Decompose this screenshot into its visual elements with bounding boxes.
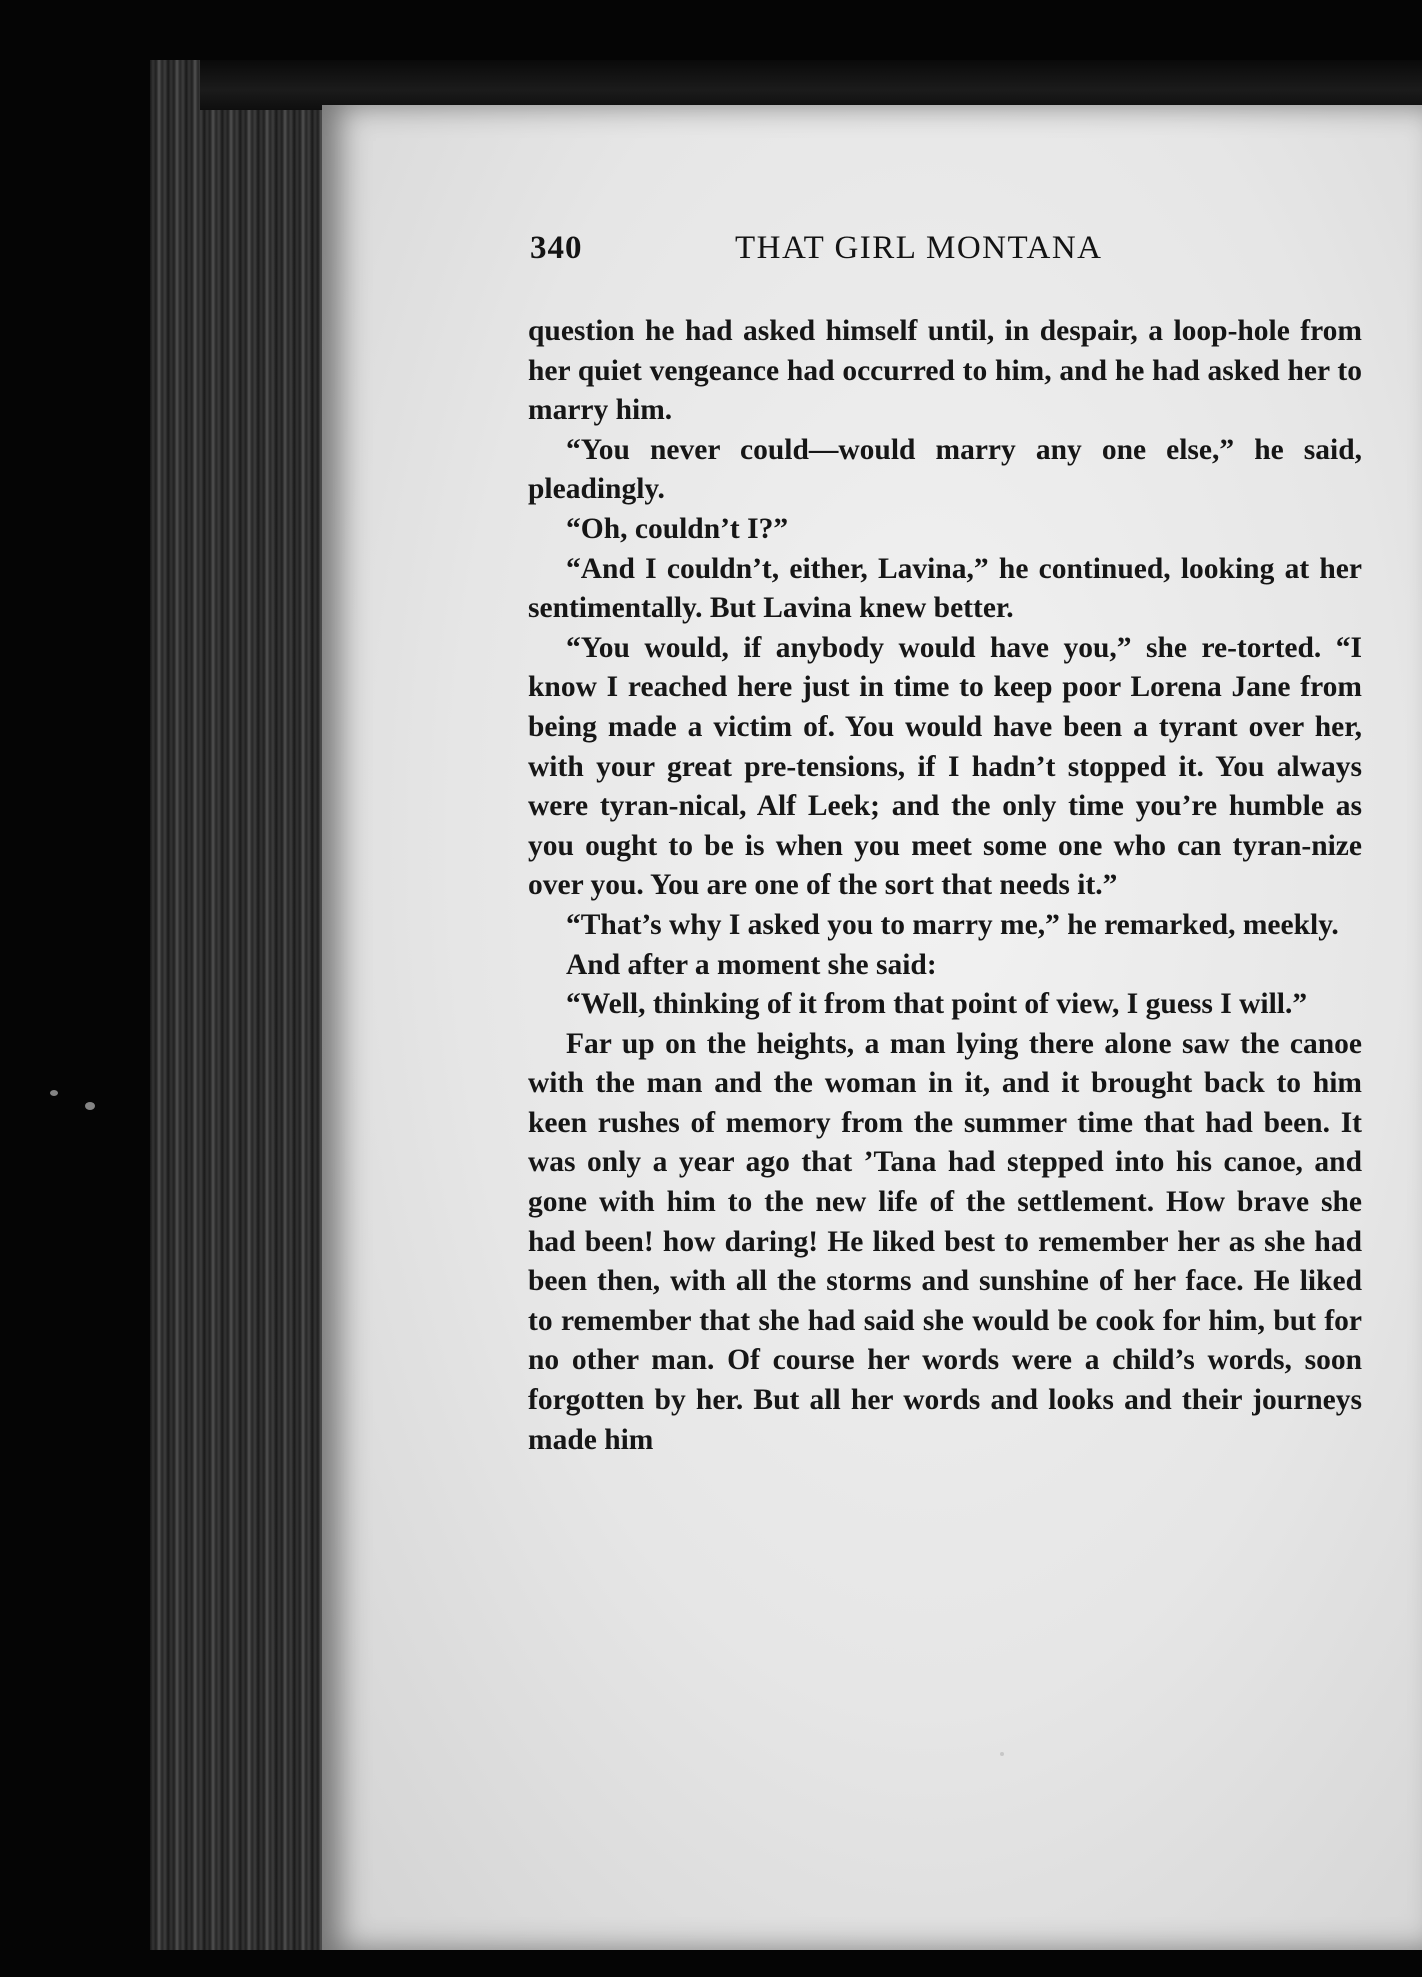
page-number: 340 — [530, 230, 583, 266]
paragraph: “You would, if anybody would have you,” she re-torted. “I know I reached here just in time to keep poor Lorena Jane from being made a victim of. You would have been a tyrant over her, with your great pre-tensions, if I hadn’t stopped it. You always were tyran-nical, Alf Leek; and the only time you’re humble as you ought to be is when you meet some one who can tyran-nize over you. You are one of the sort that needs it.” — [528, 631, 1362, 902]
paragraph: “And I couldn’t, either, Lavina,” he continued, looking at her sentimentally. But Lavina knew better. — [528, 552, 1362, 625]
paragraph: “You never could—would marry any one else,” he said, pleadingly. — [528, 433, 1362, 506]
paragraph: “Well, thinking of it from that point of view, I guess I will.” — [566, 988, 1308, 1021]
dust-speck — [85, 1102, 95, 1110]
top-shadow-band — [200, 60, 1422, 110]
paragraph: And after a moment she said: — [566, 948, 937, 981]
paragraph: Far up on the heights, a man lying there alone saw the canoe with the man and the woman in it, and it brought back to him keen rushes of memory from the summer time that had been. It was only a year ago that ’Tana had stepped into his canoe, and gone with him to the new life of the settlement. How brave she had been! how daring! He liked best to remember her as she had been then, with all the storms and sunshine of her face. He liked to remember that she had said she would be cook for him, but for no other man. Of course her words were a child’s words, soon forgotten by her. But all her words and looks and their journeys made him — [528, 1027, 1362, 1456]
paragraph: “That’s why I asked you to marry me,” he remarked, meekly. — [566, 908, 1339, 941]
running-head: THAT GIRL MONTANA — [735, 230, 1103, 266]
body-text — [528, 312, 1362, 1460]
dust-speck — [50, 1090, 58, 1096]
book-page-edges — [150, 60, 330, 1950]
paragraph: “Oh, couldn’t I?” — [566, 512, 789, 545]
page-header — [530, 230, 1360, 290]
dust-speck — [1000, 1752, 1004, 1756]
paragraph: question he had asked himself until, in despair, a loop-hole from her quiet vengeance had occurred to him, and he had asked her to marry him. — [528, 315, 1362, 427]
